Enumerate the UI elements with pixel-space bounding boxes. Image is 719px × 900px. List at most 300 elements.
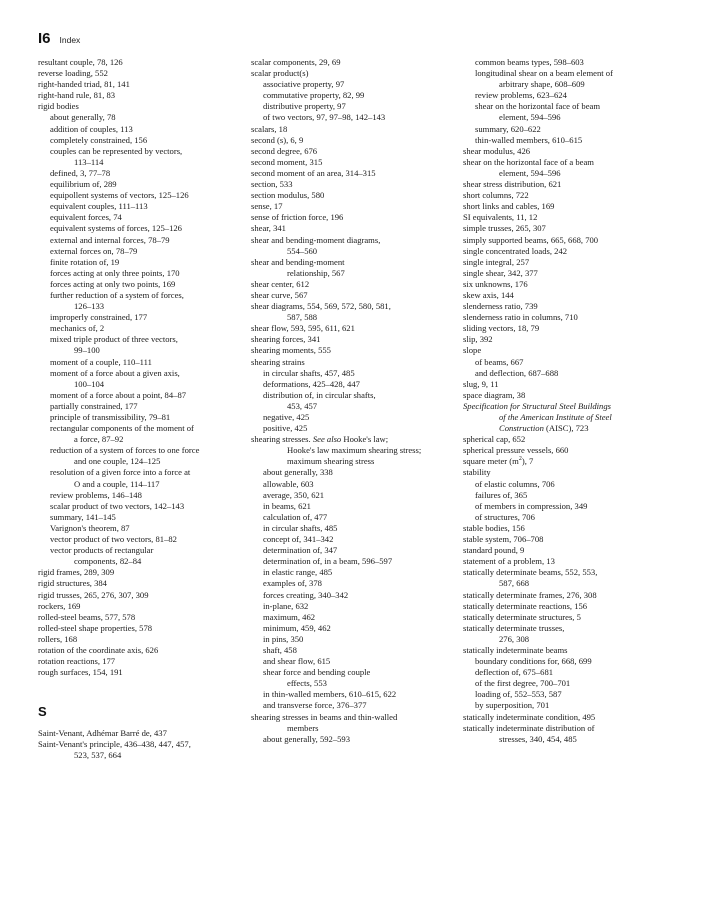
index-entry	[251, 556, 461, 567]
entry-text: element, 594–596	[499, 167, 561, 178]
index-entry	[463, 124, 693, 135]
index-entry	[463, 623, 693, 634]
entry-text: 126–133	[74, 301, 105, 312]
index-entry	[463, 179, 693, 190]
index-entry	[463, 501, 693, 512]
index-entry	[38, 79, 238, 90]
index-entry	[38, 612, 238, 623]
index-entry	[38, 445, 238, 456]
entry-text: improperly constrained, 177	[50, 312, 148, 323]
entry-text: sliding vectors, 18, 79	[463, 323, 540, 334]
index-entry	[38, 623, 238, 634]
entry-text: by superposition, 701	[475, 700, 550, 711]
entry-text: equivalent systems of forces, 125–126	[50, 223, 182, 234]
entry-text: about generally, 338	[263, 467, 333, 478]
index-entry	[463, 578, 693, 589]
entry-text: about generally, 592–593	[263, 733, 351, 744]
index-entry	[251, 401, 461, 412]
entry-text: boundary conditions for, 668, 699	[475, 656, 592, 667]
index-entry	[251, 656, 461, 667]
index-entry	[463, 479, 693, 490]
index-entry	[38, 223, 238, 234]
index-entry	[463, 357, 693, 368]
index-entry	[38, 601, 238, 612]
entry-text: completely constrained, 156	[50, 134, 148, 145]
index-entry	[463, 456, 693, 467]
index-entry	[251, 423, 461, 434]
entry-text: right-hand rule, 81, 83	[38, 90, 116, 101]
index-entry	[463, 235, 693, 246]
index-entry	[463, 490, 693, 501]
entry-text: reduction of a system of forces to one force	[50, 445, 200, 456]
entry-text: statically determinate beams, 552, 553,	[463, 567, 598, 578]
index-entry	[251, 445, 461, 456]
index-entry	[251, 689, 461, 700]
entry-text: forces acting at only two points, 169	[50, 278, 176, 289]
index-entry	[251, 634, 461, 645]
entry-text: single shear, 342, 377	[463, 267, 538, 278]
entry-text: in beams, 621	[263, 500, 311, 511]
entry-text: finite rotation of, 19	[50, 256, 120, 267]
index-entry	[251, 667, 461, 678]
index-entry	[38, 501, 238, 512]
entry-text: partially constrained, 177	[50, 400, 138, 411]
index-entry	[38, 534, 238, 545]
entry-text: slug, 9, 11	[463, 378, 499, 389]
index-entry	[463, 323, 693, 334]
entry-text: equivalent couples, 111–113	[50, 201, 148, 212]
entry-text: 113–114	[74, 156, 104, 167]
entry-text: rigid trusses, 265, 276, 307, 309	[38, 589, 149, 600]
index-entry	[251, 723, 461, 734]
entry-text: second moment of an area, 314–315	[251, 167, 376, 178]
index-entry	[251, 700, 461, 711]
index-entry	[463, 556, 693, 567]
index-entry	[463, 101, 693, 112]
entry-text: deformations, 425–428, 447	[263, 378, 360, 389]
index-entry	[251, 112, 461, 123]
index-entry	[251, 534, 461, 545]
entry-text: statement of a problem, 13	[463, 556, 555, 567]
index-entry	[251, 323, 461, 334]
entry-text: short columns, 722	[463, 190, 529, 201]
index-entry	[38, 434, 238, 445]
entry-text: equilibrium of, 289	[50, 179, 117, 190]
index-entry	[38, 545, 238, 556]
index-entry	[463, 678, 693, 689]
index-entry	[38, 656, 238, 667]
index-entry	[251, 368, 461, 379]
entry-text: space diagram, 38	[463, 389, 526, 400]
entry-text: sense of friction force, 196	[251, 212, 344, 223]
page-number: I6	[38, 30, 51, 47]
index-entry	[463, 512, 693, 523]
index-entry	[251, 179, 461, 190]
entry-text: 554–560	[287, 245, 318, 256]
running-head: Index	[59, 35, 81, 45]
entry-text: scalar product of two vectors, 142–143	[50, 500, 185, 511]
entry-text: standard pound, 9	[463, 545, 525, 556]
index-entry	[463, 345, 693, 356]
entry-text: failures of, 365	[475, 489, 528, 500]
index-entry	[38, 512, 238, 523]
index-entry	[463, 112, 693, 123]
index-entry	[251, 279, 461, 290]
index-entry	[251, 434, 461, 445]
index-entry	[251, 101, 461, 112]
entry-text: in pins, 350	[263, 633, 304, 644]
index-entry	[38, 135, 238, 146]
entry-text: statically determinate frames, 276, 308	[463, 589, 597, 600]
index-entry	[38, 124, 238, 135]
index-entry	[38, 739, 238, 750]
index-entry	[38, 290, 238, 301]
entry-text: element, 594–596	[499, 112, 561, 123]
entry-text: shear on the horizontal face of a beam	[463, 156, 594, 167]
entry-text: shear center, 612	[251, 278, 310, 289]
entry-text: shear on the horizontal face of beam	[475, 101, 601, 112]
entry-text: allowable, 603	[263, 478, 314, 489]
index-entry	[38, 179, 238, 190]
entry-text: of beams, 667	[475, 356, 524, 367]
entry-text: rough surfaces, 154, 191	[38, 667, 123, 678]
entry-text: shear and bending-moment	[251, 256, 345, 267]
entry-text: simply supported beams, 665, 668, 700	[463, 234, 599, 245]
entry-text: in-plane, 632	[263, 600, 309, 611]
entry-text: shear force and bending couple	[263, 667, 371, 678]
entry-text: spherical cap, 652	[463, 434, 526, 445]
index-entry	[463, 612, 693, 623]
index-entry	[463, 601, 693, 612]
index-entry	[463, 467, 693, 478]
entry-text: of members in compression, 349	[475, 500, 588, 511]
index-entry	[463, 334, 693, 345]
index-entry	[463, 590, 693, 601]
index-entry	[38, 101, 238, 112]
entry-text: components, 82–84	[74, 556, 142, 567]
entry-text: of structures, 706	[475, 511, 535, 522]
index-entry	[251, 601, 461, 612]
entry-text: about generally, 78	[50, 112, 116, 123]
index-entry	[38, 728, 238, 739]
entry-text: Saint-Venant, Adhémar Barré de, 437	[38, 728, 167, 739]
index-entry	[38, 312, 238, 323]
index-column-3	[463, 57, 693, 745]
entry-text: slenderness ratio in columns, 710	[463, 312, 578, 323]
entry-text: equipollent systems of vectors, 125–126	[50, 190, 189, 201]
index-entry	[251, 467, 461, 478]
index-entry	[463, 734, 693, 745]
entry-text: shearing moments, 555	[251, 345, 331, 356]
entry-text: SI equivalents, 11, 12	[463, 212, 538, 223]
index-entry	[251, 545, 461, 556]
index-entry	[463, 135, 693, 146]
entry-text: 100–104	[74, 378, 105, 389]
entry-text: scalar components, 29, 69	[251, 57, 341, 67]
entry-text: short links and cables, 169	[463, 201, 555, 212]
entry-text: longitudinal shear on a beam element of	[475, 68, 613, 79]
entry-text: mixed triple product of three vectors,	[50, 334, 178, 345]
entry-text: 453, 457	[287, 400, 318, 411]
index-entry	[38, 750, 238, 761]
index-entry	[251, 90, 461, 101]
entry-text: in circular shafts, 485	[263, 522, 338, 533]
entry-text: section modulus, 580	[251, 190, 325, 201]
entry-text: addition of couples, 113	[50, 123, 133, 134]
index-entry	[463, 301, 693, 312]
index-entry	[38, 235, 238, 246]
entry-text: shear diagrams, 554, 569, 572, 580, 581,	[251, 301, 391, 312]
index-entry	[38, 257, 238, 268]
entry-text: skew axis, 144	[463, 289, 514, 300]
index-entry	[38, 246, 238, 257]
entry-text: 587, 668	[499, 578, 530, 589]
index-entry	[38, 168, 238, 179]
entry-text: mechanics of, 2	[50, 323, 105, 334]
entry-text: single integral, 257	[463, 256, 530, 267]
entry-text: statically determinate structures, 5	[463, 611, 581, 622]
entry-text: second (s), 6, 9	[251, 134, 304, 145]
entry-text: relationship, 567	[287, 267, 345, 278]
index-entry	[38, 279, 238, 290]
entry-text: shear flow, 593, 595, 611, 621	[251, 323, 355, 334]
index-entry	[38, 567, 238, 578]
entry-text: rectangular components of the moment of	[50, 423, 194, 434]
entry-text: second degree, 676	[251, 145, 318, 156]
entry-text: determination of, in a beam, 596–597	[263, 556, 393, 567]
entry-italic-text: Construction	[499, 423, 544, 434]
entry-text: effects, 553	[287, 678, 327, 689]
index-entry	[251, 157, 461, 168]
entry-text: shearing stresses.	[251, 434, 313, 445]
index-entry	[463, 534, 693, 545]
entry-text: resultant couple, 78, 126	[38, 57, 123, 67]
entry-text: forces acting at only three points, 170	[50, 267, 180, 278]
index-entry	[463, 434, 693, 445]
entry-text: summary, 141–145	[50, 511, 116, 522]
entry-text: square meter (m	[463, 456, 519, 467]
entry-superscript: 2	[518, 456, 522, 463]
entry-text: rolled-steel beams, 577, 578	[38, 611, 136, 622]
index-entry	[251, 235, 461, 246]
index-entry	[251, 512, 461, 523]
entry-text: equivalent forces, 74	[50, 212, 122, 223]
index-entry	[463, 656, 693, 667]
index-entry	[463, 412, 693, 423]
index-entry	[463, 667, 693, 678]
index-entry	[38, 68, 238, 79]
index-entry	[463, 79, 693, 90]
entry-text: external forces on, 78–79	[50, 245, 138, 256]
index-entry	[38, 479, 238, 490]
entry-text: resolution of a given force into a force at	[50, 467, 191, 478]
entry-text: rollers, 168	[38, 633, 78, 644]
index-entry	[38, 412, 238, 423]
index-entry	[38, 357, 238, 368]
entry-text: maximum, 462	[263, 611, 316, 622]
index-entry	[38, 645, 238, 656]
entry-text: forces creating, 340–342	[263, 589, 349, 600]
entry-text: members	[287, 722, 319, 733]
entry-text: spherical pressure vessels, 660	[463, 445, 569, 456]
entry-text: slope	[463, 345, 482, 356]
entry-text: negative, 425	[263, 412, 310, 422]
index-column-2	[251, 57, 461, 745]
entry-text: stresses, 340, 454, 485	[499, 733, 577, 744]
index-entry	[38, 423, 238, 434]
index-entry	[38, 401, 238, 412]
index-entry	[251, 678, 461, 689]
page-header	[38, 30, 80, 47]
index-entry	[463, 368, 693, 379]
index-entry	[38, 390, 238, 401]
index-entry	[463, 68, 693, 79]
entry-text: stability	[463, 467, 491, 478]
entry-text: distribution of, in circular shafts,	[263, 389, 376, 400]
index-entry	[251, 68, 461, 79]
entry-text: thin-walled members, 610–615	[475, 134, 583, 145]
index-entry	[251, 57, 461, 68]
index-entry	[38, 201, 238, 212]
entry-text: shearing strains	[251, 356, 305, 367]
index-entry	[463, 90, 693, 101]
entry-text: rockers, 169	[38, 600, 81, 611]
index-entry	[251, 223, 461, 234]
entry-text: right-handed triad, 81, 141	[38, 79, 130, 90]
index-entry	[463, 279, 693, 290]
entry-text: rigid frames, 289, 309	[38, 567, 115, 578]
entry-text: arbitrary shape, 608–609	[499, 79, 585, 90]
index-entry	[251, 501, 461, 512]
index-entry	[251, 645, 461, 656]
entry-text: six unknowns, 176	[463, 278, 528, 289]
index-entry	[463, 423, 693, 434]
entry-text: statically indeterminate beams	[463, 644, 568, 655]
index-entry	[251, 523, 461, 534]
index-entry	[463, 268, 693, 279]
entry-text: rotation reactions, 177	[38, 656, 116, 667]
entry-text: distributive property, 97	[263, 101, 346, 112]
entry-text-continued: ), 7	[521, 456, 534, 467]
entry-text-continued: Hooke's law;	[341, 434, 389, 445]
entry-text: simple trusses, 265, 307	[463, 223, 546, 234]
index-entry	[38, 490, 238, 501]
entry-text: shear and bending-moment diagrams,	[251, 234, 381, 245]
index-entry	[38, 456, 238, 467]
index-entry	[463, 57, 693, 68]
index-entry	[251, 612, 461, 623]
entry-text: summary, 620–622	[475, 123, 541, 134]
index-entry	[251, 312, 461, 323]
entry-italic-text: See also	[312, 434, 342, 445]
entry-text: moment of a couple, 110–111	[50, 356, 152, 367]
index-entry	[463, 689, 693, 700]
entry-text: rigid bodies	[38, 101, 79, 112]
index-entry	[38, 590, 238, 601]
entry-text: reverse loading, 552	[38, 68, 108, 79]
entry-text: further reduction of a system of forces,	[50, 289, 184, 300]
index-entry	[251, 345, 461, 356]
index-entry	[251, 246, 461, 257]
index-entry	[38, 634, 238, 645]
index-entry	[463, 545, 693, 556]
index-entry	[251, 201, 461, 212]
entry-italic-text: Specification for Structural Steel Buildings	[463, 400, 611, 411]
index-entry	[38, 301, 238, 312]
index-entry	[38, 556, 238, 567]
entry-text: and shear flow, 615	[263, 656, 331, 667]
index-entry	[38, 157, 238, 168]
index-entry	[38, 212, 238, 223]
index-entry	[463, 168, 693, 179]
entry-text: scalar product(s)	[251, 68, 309, 79]
entry-text: statically determinate trusses,	[463, 622, 565, 633]
index-entry	[251, 268, 461, 279]
entry-text: minimum, 459, 462	[263, 622, 331, 633]
entry-text: section, 533	[251, 179, 293, 190]
index-entry	[251, 168, 461, 179]
index-entry	[463, 445, 693, 456]
entry-text: and transverse force, 376–377	[263, 700, 367, 711]
index-entry	[251, 390, 461, 401]
section-letter: S	[38, 704, 47, 720]
entry-text: associative property, 97	[263, 79, 345, 90]
entry-text: second moment, 315	[251, 156, 323, 167]
index-entry	[251, 479, 461, 490]
index-entry	[251, 623, 461, 634]
index-entry	[251, 212, 461, 223]
entry-text: of the first degree, 700–701	[475, 678, 571, 689]
entry-text: and deflection, 687–688	[475, 367, 559, 378]
index-entry	[463, 645, 693, 656]
index-entry	[251, 190, 461, 201]
entry-text: vector products of rectangular	[50, 545, 154, 556]
entry-text: concept of, 341–342	[263, 534, 334, 545]
index-entry	[251, 456, 461, 467]
index-entry	[38, 345, 238, 356]
entry-text: of two vectors, 97, 97–98, 142–143	[263, 112, 386, 123]
index-entry	[251, 257, 461, 268]
entry-text: shear, 341	[251, 223, 286, 234]
entry-text: in circular shafts, 457, 485	[263, 367, 355, 378]
index-entry	[251, 290, 461, 301]
index-entry	[463, 712, 693, 723]
index-entry	[463, 700, 693, 711]
index-entry	[251, 135, 461, 146]
index-entry	[38, 523, 238, 534]
index-entry	[38, 268, 238, 279]
entry-text: Saint-Venant's principle, 436–438, 447, 457,	[38, 739, 191, 750]
index-entry	[251, 301, 461, 312]
index-entry	[38, 146, 238, 157]
index-entry	[463, 201, 693, 212]
index-entry	[38, 667, 238, 678]
index-entry	[38, 467, 238, 478]
entry-text: 276, 308	[499, 633, 530, 644]
entry-text: shear curve, 567	[251, 289, 308, 300]
entry-text: average, 350, 621	[263, 489, 325, 500]
index-entry	[463, 634, 693, 645]
index-entry	[463, 401, 693, 412]
index-column-1	[38, 57, 238, 762]
index-entry	[251, 567, 461, 578]
index-entry	[251, 412, 461, 423]
entry-text: loading of, 552–553, 587	[475, 689, 562, 700]
index-entry	[251, 379, 461, 390]
entry-text: external and internal forces, 78–79	[50, 234, 170, 245]
index-entry	[463, 212, 693, 223]
index-entry	[38, 90, 238, 101]
